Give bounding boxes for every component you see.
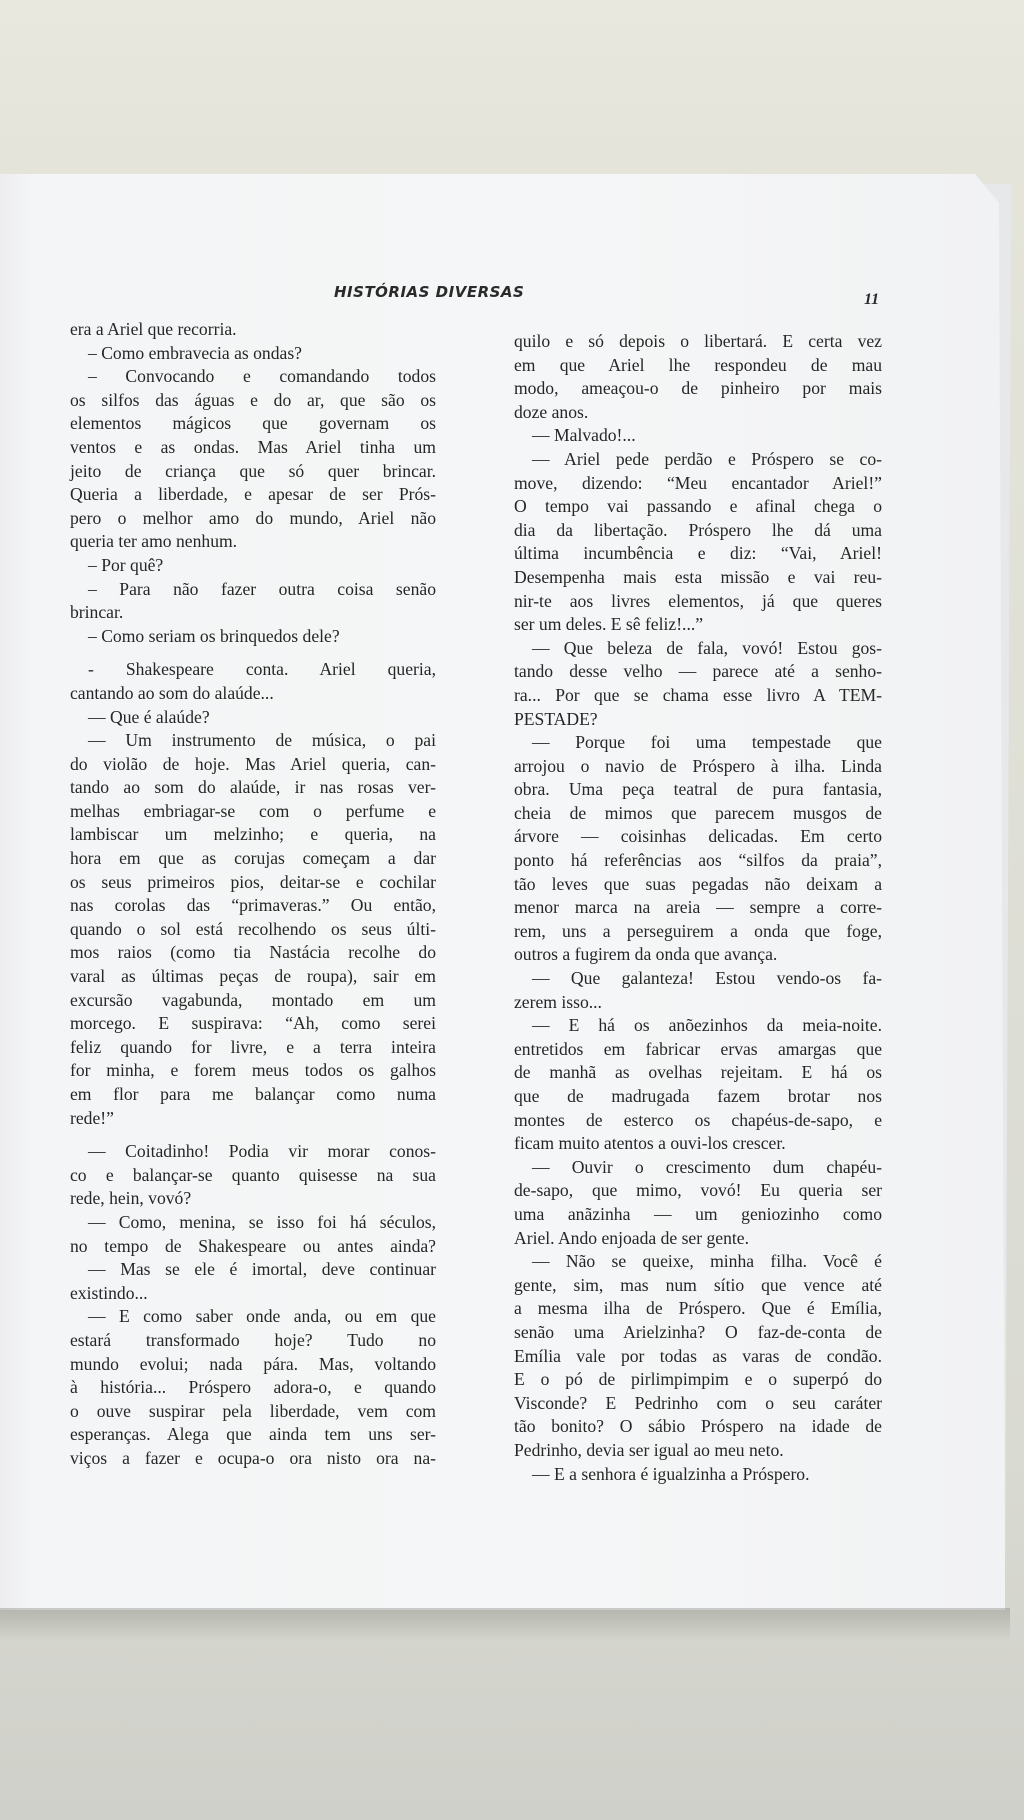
text-line: — Como, menina, se isso foi há séculos, <box>88 1211 436 1232</box>
text-line: feliz quando for livre, e a terra inteira <box>70 1036 436 1057</box>
text-line: move, dizendo: “Meu encantador Ariel!” <box>514 472 882 493</box>
text-line: — Ariel pede perdão e Próspero se co- <box>532 448 882 469</box>
text-line: uma anãzinha — um geniozinho como <box>514 1203 882 1224</box>
text-line: árvore — coisinhas delicadas. Em certo <box>514 826 882 847</box>
text-line: última incumbência e diz: “Vai, Ariel! <box>514 543 882 564</box>
text-line: — Porque foi uma tempestade que <box>532 732 882 753</box>
text-line: senão uma Arielzinha? O faz-de-conta de <box>514 1321 882 1342</box>
text-line: rem, uns a perseguirem a onda que foge, <box>514 920 882 941</box>
text-line: esperanças. Alega que ainda tem uns ser- <box>70 1424 436 1445</box>
text-line: – Como embravecia as ondas? <box>88 342 302 363</box>
text-line: Desempenha mais esta missão e vai reu- <box>514 566 882 587</box>
text-line: — E a senhora é igualzinha a Próspero. <box>532 1463 810 1484</box>
text-line: dia da libertação. Próspero lhe dá uma <box>514 519 882 540</box>
text-line: do violão de hoje. Mas Ariel queria, can- <box>70 753 436 774</box>
text-line: jeito de criança que só quer brincar. <box>70 460 436 481</box>
text-line: for minha, e forem meus todos os galhos <box>70 1060 436 1081</box>
text-line: – Convocando e comandando todos <box>88 366 436 387</box>
text-line: – Por quê? <box>88 554 164 575</box>
page-number: 11 <box>864 291 880 308</box>
text-line: nir-te aos livres elementos, já que queres <box>514 590 882 611</box>
text-line: Queria a liberdade, e apesar de ser Prós- <box>70 484 436 505</box>
text-line: montes de esterco os chapéus-de-sapo, e <box>514 1109 882 1130</box>
text-line: — Ouvir o crescimento dum chapéu- <box>532 1156 882 1177</box>
text-line: ficam muito atentos a ouvi-los crescer. <box>514 1133 786 1154</box>
text-line: – Como seriam os brinquedos dele? <box>88 625 340 646</box>
left-text-column <box>70 318 436 1471</box>
text-line: estará transformado hoje? Tudo no <box>70 1329 436 1350</box>
text-line: — Coitadinho! Podia vir morar conos- <box>88 1141 436 1162</box>
text-line: cantando ao som do alaúde... <box>70 682 274 703</box>
text-line: — E há os anõezinhos da meia-noite. <box>532 1015 882 1036</box>
text-line: no tempo de Shakespeare ou antes ainda? <box>70 1235 436 1256</box>
text-line: nas corolas das “primaveras.” Ou então, <box>70 895 436 916</box>
text-line: co e balançar-se quanto quisesse na sua <box>70 1164 436 1185</box>
text-line: que de madrugada fazem brotar nos <box>514 1086 882 1106</box>
text-line: modo, ameaçou-o de pinheiro por mais <box>514 378 882 399</box>
text-line: brincar. <box>70 602 124 623</box>
text-line: rede, hein, vovó? <box>70 1188 192 1209</box>
text-line: arrojou o navio de Próspero à ilha. Linda <box>514 755 882 776</box>
text-line: os seus primeiros pios, deitar-se e cochilar <box>70 871 436 892</box>
text-line: tão bonito? O sábio Próspero na idade de <box>514 1416 882 1437</box>
text-line: ventos e as ondas. Mas Ariel tinha um <box>70 436 436 457</box>
text-line: — E como saber onde anda, ou em que <box>88 1306 436 1327</box>
right-text-column <box>514 330 882 1486</box>
text-line: — Mas se ele é imortal, deve continuar <box>88 1259 436 1280</box>
text-line: era a Ariel que recorria. <box>70 319 237 339</box>
text-line: quilo e só depois o libertará. E certa vez <box>514 331 882 351</box>
text-line: ra... Por que se chama esse livro A TEM- <box>514 684 882 705</box>
running-head: HISTÓRIAS DIVERSAS <box>334 283 525 301</box>
text-line: — Que beleza de fala, vovó! Estou gos- <box>532 637 882 658</box>
text-line: tão leves que suas pegadas não deixam a <box>514 873 882 894</box>
text-line: — Não se queixe, minha filha. Você é <box>532 1251 882 1272</box>
text-line: Ariel. Ando enjoada de ser gente. <box>514 1227 749 1248</box>
paragraph-gap <box>70 648 436 658</box>
text-line: quando o sol está recolhendo os seus últi- <box>70 918 436 939</box>
text-line: outros a fugirem da onda que avança. <box>514 944 778 965</box>
text-line: de-sapo, que mimo, vovó! Eu queria ser <box>514 1180 882 1201</box>
text-line: ser um deles. E sê feliz!...” <box>514 614 704 635</box>
text-line: de manhã as ovelhas rejeitam. E há os <box>514 1062 882 1083</box>
text-line: entretidos em fabricar ervas amargas que <box>514 1038 882 1059</box>
text-line: Pedrinho, devia ser igual ao meu neto. <box>514 1439 784 1460</box>
text-line: zerem isso... <box>514 991 602 1012</box>
text-line: existindo... <box>70 1282 148 1303</box>
text-line: em flor para me balançar como numa <box>70 1084 436 1104</box>
text-line: pero o melhor amo do mundo, Ariel não <box>70 507 436 528</box>
text-line: — Que galanteza! Estou vendo-os fa- <box>532 968 882 989</box>
text-line: — Um instrumento de música, o pai <box>88 730 436 751</box>
text-line: — Que é alaúde? <box>88 706 210 727</box>
text-line: elementos mágicos que governam os <box>70 413 436 434</box>
page-shadow <box>0 1608 1010 1642</box>
text-line: em que Ariel lhe respondeu de mau <box>514 354 882 375</box>
text-line: rede!” <box>70 1107 114 1128</box>
text-line: morcego. E suspirava: “Ah, como serei <box>70 1013 436 1034</box>
text-line: obra. Uma peça teatral de pura fantasia, <box>514 779 882 800</box>
text-line: cheia de mimos que parecem musgos de <box>514 802 882 823</box>
text-line: - Shakespeare conta. Ariel queria, <box>88 659 436 680</box>
text-line: gente, sim, mas num sítio que vence até <box>514 1274 882 1295</box>
text-line: E o pó de pirlimpimpim e o superpó do <box>514 1369 882 1390</box>
text-line: O tempo vai passando e afinal chega o <box>514 496 882 517</box>
text-line: a mesma ilha de Próspero. Que é Emília, <box>514 1298 882 1319</box>
paragraph-gap <box>70 1130 436 1140</box>
text-line: hora em que as corujas começam a dar <box>70 848 436 869</box>
text-line: mos raios (como tia Nastácia recolhe do <box>70 942 436 963</box>
text-line: queria ter amo nenhum. <box>70 531 238 552</box>
text-line: doze anos. <box>514 401 589 422</box>
text-line: o ouve suspirar pela liberdade, vem com <box>70 1400 436 1421</box>
text-line: tando ao som do alaúde, ir nas rosas ver- <box>70 777 436 798</box>
text-line: melhas embriagar-se com o perfume e <box>70 800 436 821</box>
text-line: Emília vale por todas as varas de condão. <box>514 1345 882 1366</box>
text-line: lambiscar um melzinho; e queria, na <box>70 824 436 845</box>
text-line: tando desse velho — parece até a senho- <box>514 661 882 682</box>
text-line: excursão vagabunda, montado em um <box>70 989 436 1010</box>
text-line: à história... Próspero adora-o, e quando <box>70 1377 436 1398</box>
text-line: – Para não fazer outra coisa senão <box>88 578 436 599</box>
text-line: ponto há referências aos “silfos da praia”, <box>514 850 882 871</box>
text-line: viços a fazer e ocupa-o ora nisto ora na- <box>70 1447 436 1468</box>
text-line: os silfos das águas e do ar, que são os <box>70 389 436 410</box>
text-line: varal as últimas peças de roupa), sair em <box>70 966 436 987</box>
text-line: Visconde? E Pedrinho com o seu caráter <box>514 1392 882 1413</box>
text-line: — Malvado!... <box>532 425 636 446</box>
text-line: menor marca na areia — sempre a corre- <box>514 897 882 918</box>
text-line: mundo evolui; nada pára. Mas, voltando <box>70 1353 436 1374</box>
text-line: PESTADE? <box>514 708 598 729</box>
